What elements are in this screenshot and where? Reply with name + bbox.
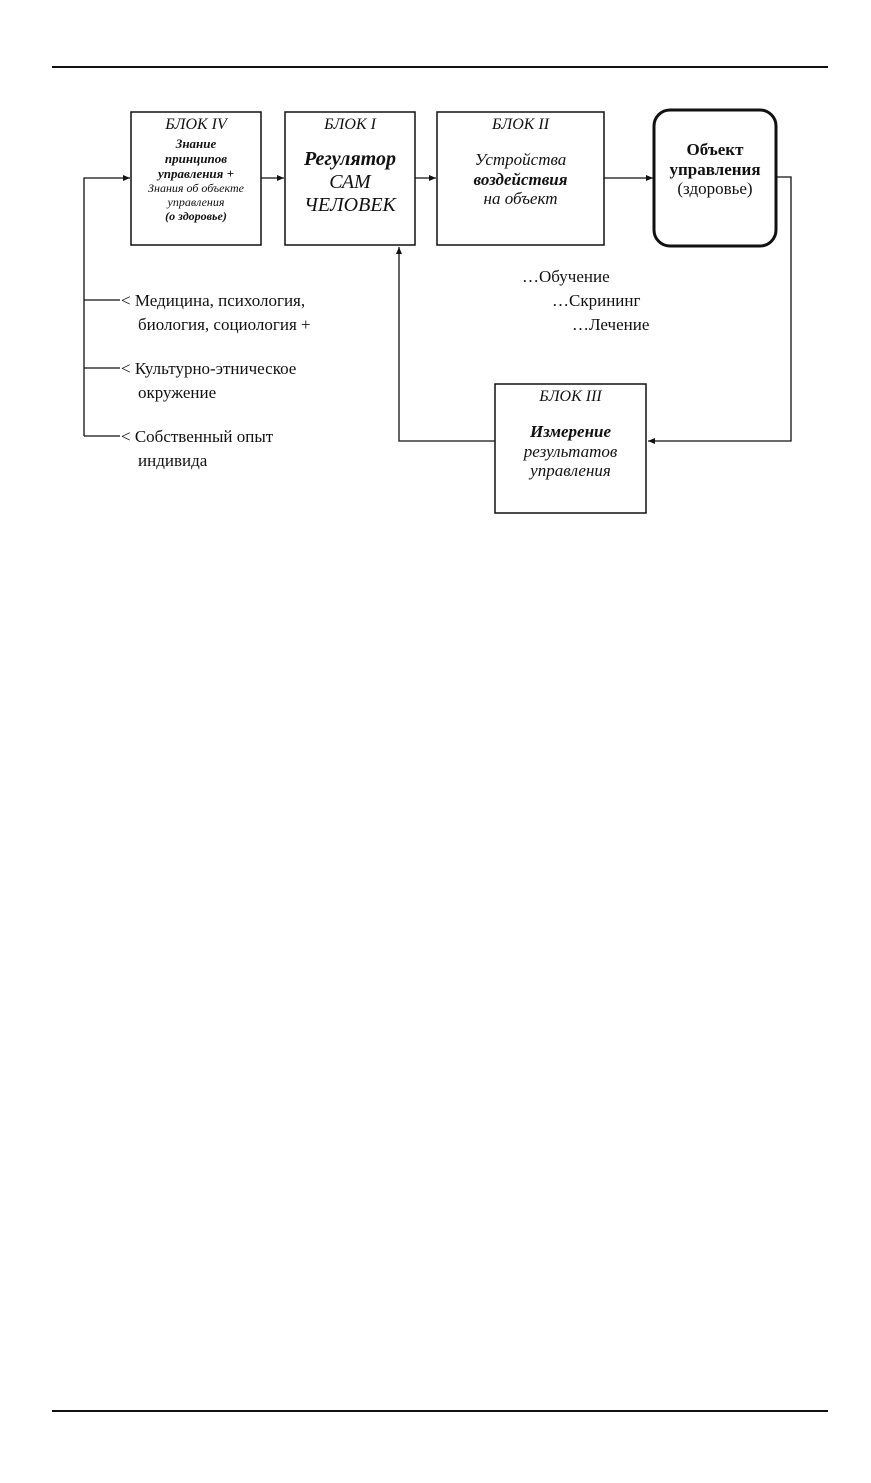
block2-line3: на объект: [483, 189, 558, 209]
block3-line2: результатов: [523, 441, 618, 461]
block4-text: [131, 116, 261, 224]
block3-text: [495, 388, 646, 481]
block4-line6: (о здоровье): [165, 208, 227, 223]
block1-line1: Регулятор: [304, 148, 396, 171]
block1-line3: ЧЕЛОВЕК: [304, 194, 396, 217]
arrow-object-to-block3: [648, 177, 791, 441]
source-1-line2: биология, социология +: [138, 315, 311, 334]
block3-line1: Измерение: [529, 422, 612, 442]
object-line1: Объект: [686, 140, 744, 159]
object-line3: (здоровье): [677, 179, 753, 199]
action-item-training: …Обучение: [522, 267, 610, 286]
block4-line2: принципов: [164, 151, 228, 167]
object-line2: управления: [669, 159, 761, 179]
block4-line5: управления: [167, 195, 225, 209]
block4-line3: управления +: [157, 166, 235, 182]
action-item-treatment: …Лечение: [572, 315, 650, 334]
block3-line3: управления: [530, 461, 611, 481]
block3-title: БЛОК III: [539, 388, 602, 405]
action-item-screening: …Скрининг: [552, 291, 641, 310]
source-2-line2: окружение: [138, 383, 217, 402]
block4-title: БЛОК IV: [165, 116, 227, 133]
source-3-line2: индивида: [138, 451, 208, 470]
block4-line4: Знания об объекте: [148, 181, 244, 196]
block2-line1: Устройства: [474, 150, 567, 170]
arrow-block3-to-block1: [399, 247, 495, 441]
block2-title: БЛОК II: [491, 116, 550, 133]
block1-title: БЛОК I: [324, 116, 376, 133]
block2-text: [437, 116, 604, 209]
object-text: [654, 140, 776, 199]
block2-line2: воздействия: [473, 169, 568, 189]
block4-line1: Знание: [175, 136, 217, 152]
source-2-line1: < Культурно-этническое: [121, 359, 297, 378]
block1-text: [285, 116, 415, 217]
source-3-line1: < Собственный опыт: [121, 427, 274, 446]
source-1-line1: < Медицина, психология,: [121, 291, 306, 310]
block1-line2: САМ: [329, 171, 371, 194]
